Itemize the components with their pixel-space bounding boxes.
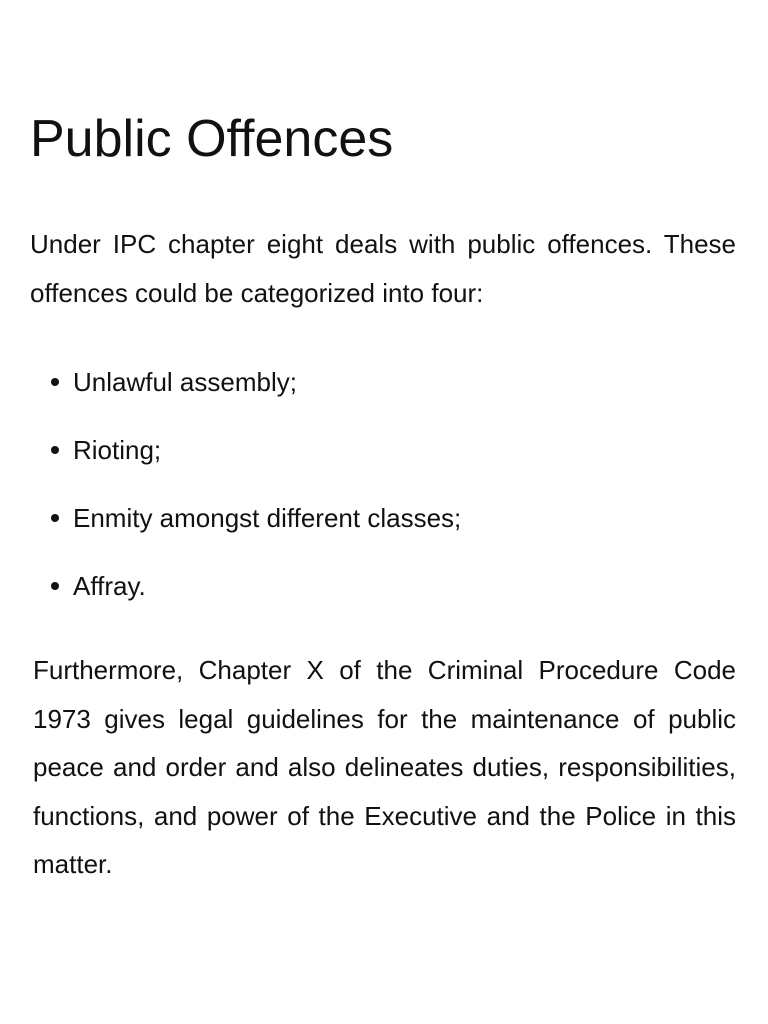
list-item — [30, 362, 736, 402]
list-item — [30, 498, 736, 538]
intro-paragraph: Under IPC chapter eight deals with public offences. These offences could be categorized into four: — [30, 229, 736, 308]
list-item-label: Rioting; — [73, 435, 162, 465]
list-item-label: Unlawful assembly; — [73, 367, 297, 397]
list-item-label: Enmity amongst different classes; — [73, 503, 462, 533]
bullet-icon — [51, 582, 59, 590]
list-item — [30, 430, 736, 470]
closing-paragraph: Furthermore, Chapter X of the Criminal Procedure Code 1973 gives legal guidelines for the maintenance of public peace and order and also delineates duties, responsibilities, functions, and power of the Executive and the Police in this matter. — [33, 655, 736, 879]
offence-list — [30, 362, 736, 606]
bullet-icon — [51, 514, 59, 522]
list-item — [30, 566, 736, 606]
list-item-label: Affray. — [73, 571, 146, 601]
page-title: Public Offences — [30, 110, 394, 168]
bullet-icon — [51, 378, 59, 386]
bullet-icon — [51, 446, 59, 454]
